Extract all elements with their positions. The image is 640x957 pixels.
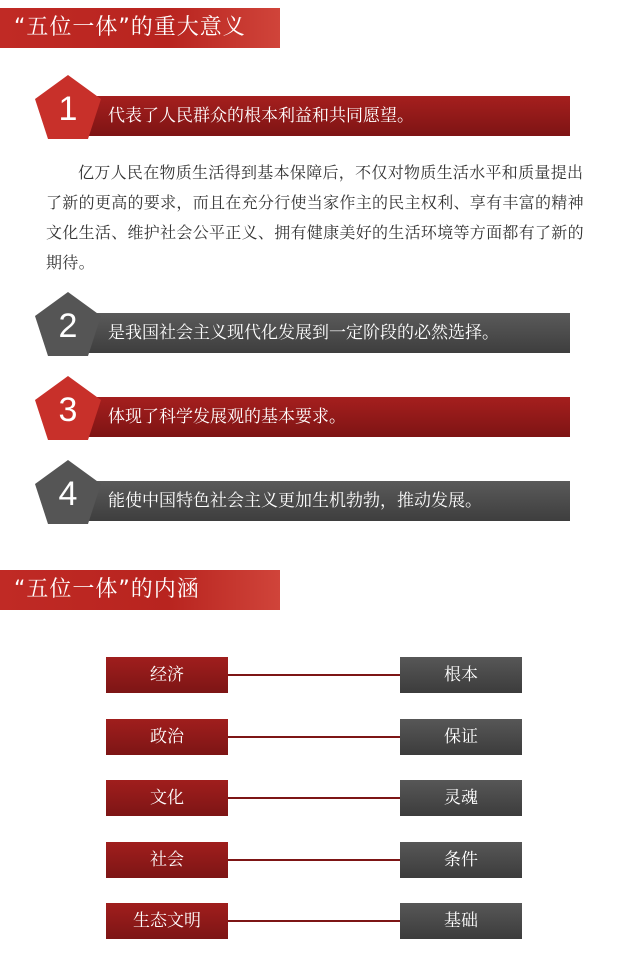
pair-left-label: 政治 bbox=[106, 719, 228, 755]
number-badge-label: 2 bbox=[58, 307, 78, 345]
description-paragraph: 亿万人民在物质生活得到基本保障后，不仅对物质生活水平和质量提出了新的更高的要求，而且在充分行使当家作主的民主权利、享有丰富的精神文化生活、维护社会公平正义、拥有健康美好的生活环境等方面都有了新的期待。 bbox=[46, 163, 584, 272]
connotation-pair-3 bbox=[0, 780, 640, 816]
number-badge-3 bbox=[34, 375, 102, 441]
pair-right-label: 保证 bbox=[400, 719, 522, 755]
connector-line bbox=[228, 920, 400, 922]
significance-item-4: 能使中国特色社会主义更加生机勃勃，推动发展。 bbox=[86, 481, 570, 521]
section-title-connotation: “五位一体”的内涵 bbox=[0, 570, 280, 610]
connotation-pair-1 bbox=[0, 657, 640, 693]
number-badge-4 bbox=[34, 459, 102, 525]
connector-line bbox=[228, 674, 400, 676]
pair-left-label: 社会 bbox=[106, 842, 228, 878]
connotation-pair-4 bbox=[0, 842, 640, 878]
connector-line bbox=[228, 736, 400, 738]
number-badge-2 bbox=[34, 291, 102, 357]
pair-left-label: 文化 bbox=[106, 780, 228, 816]
pair-left-label: 经济 bbox=[106, 657, 228, 693]
number-badge-1 bbox=[34, 74, 102, 140]
connector-line bbox=[228, 859, 400, 861]
section-title-significance: “五位一体”的重大意义 bbox=[0, 8, 280, 48]
connotation-pair-2 bbox=[0, 719, 640, 755]
number-badge-label: 4 bbox=[58, 475, 78, 513]
pair-right-label: 基础 bbox=[400, 903, 522, 939]
connector-line bbox=[228, 797, 400, 799]
significance-item-3: 体现了科学发展观的基本要求。 bbox=[86, 397, 570, 437]
significance-item-2: 是我国社会主义现代化发展到一定阶段的必然选择。 bbox=[86, 313, 570, 353]
pair-right-label: 根本 bbox=[400, 657, 522, 693]
connotation-pair-5 bbox=[0, 903, 640, 939]
number-badge-label: 1 bbox=[58, 90, 78, 128]
pair-right-label: 灵魂 bbox=[400, 780, 522, 816]
pair-left-label: 生态文明 bbox=[106, 903, 228, 939]
pair-right-label: 条件 bbox=[400, 842, 522, 878]
significance-item-1: 代表了人民群众的根本利益和共同愿望。 bbox=[86, 96, 570, 136]
number-badge-label: 3 bbox=[58, 391, 78, 429]
